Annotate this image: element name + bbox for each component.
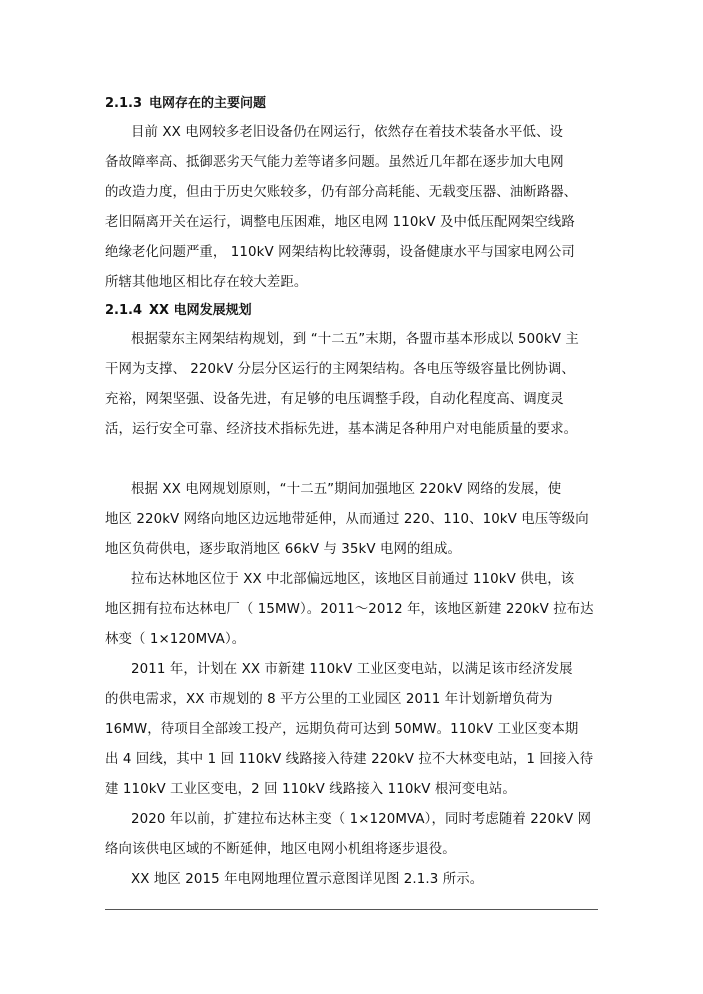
paragraph-line: 地区拥有拉布达林电厂（ 15MW）。2011～2012 年，该地区新建 220kV 拉布达 [105,602,594,617]
paragraph-line: 的改造力度，但由于历史欠账较多，仍有部分高耗能、无载变压器、油断路器、 [105,185,578,200]
paragraph-line: 林变（ 1×120MVA）。 [105,632,246,647]
section-title: XX 电网发展规划 [149,303,252,318]
section-number: 2.1.4 [105,303,143,318]
paragraph-line: 的供电需求，XX 市规划的 8 平方公里的工业园区 2011 年计划新增负荷为 [105,692,553,707]
paragraph-line: 充裕，网架坚强、设备先进，有足够的电压调整手段，自动化程度高、调度灵 [105,392,564,407]
paragraph-line: 干网为支撑、 220kV 分层分区运行的主网架结构。各电压等级容量比例协调、 [105,362,575,377]
section-heading-2-1-3 [105,95,266,113]
paragraph-line: 地区负荷供电，逐步取消地区 66kV 与 35kV 电网的组成。 [105,542,461,557]
paragraph-line: 根据蒙东主网架结构规划，到 “十二五”末期，各盟市基本形成以 500kV 主 [131,332,579,347]
paragraph-line: 地区 220kV 网络向地区边远地带延伸，从而通过 220、110、10kV 电压等级向 [105,512,589,527]
paragraph-line: 绝缘老化问题严重， 110kV 网架结构比较薄弱，设备健康水平与国家电网公司 [105,245,575,260]
paragraph-line: 所辖其他地区相比存在较大差距。 [105,275,308,290]
paragraph-line: 络向该供电区域的不断延伸，地区电网小机组将逐步退役。 [105,842,456,857]
paragraph-line: 2020 年以前，扩建拉布达林主变（ 1×120MVA），同时考虑随着 220kV 网 [131,812,592,827]
footer-divider [105,909,598,910]
paragraph-line: 出 4 回线，其中 1 回 110kV 线路接入待建 220kV 拉不大林变电站，1 回接入待 [105,752,594,767]
paragraph-line: 老旧隔离开关在运行，调整电压困难，地区电网 110kV 及中低压配网架空线路 [105,215,575,230]
section-title: 电网存在的主要问题 [149,96,267,111]
paragraph-line: 目前 XX 电网较多老旧设备仍在网运行，依然存在着技术装备水平低、设 [131,125,563,140]
paragraph-line: 根据 XX 电网规划原则，“十二五”期间加强地区 220kV 网络的发展，使 [131,482,562,497]
section-number: 2.1.3 [105,96,143,111]
paragraph-line: 活，运行安全可靠、经济技术指标先进，基本满足各种用户对电能质量的要求。 [105,422,578,437]
paragraph-line: 建 110kV 工业区变电，2 回 110kV 线路接入 110kV 根河变电站。 [105,782,516,797]
paragraph-line: 拉布达林地区位于 XX 中北部偏远地区，该地区目前通过 110kV 供电，该 [131,572,575,587]
paragraph-line: 2011 年，计划在 XX 市新建 110kV 工业区变电站，以满足该市经济发展 [131,662,573,677]
section-heading-2-1-4 [105,302,252,320]
paragraph-line: 16MW，待项目全部竣工投产，远期负荷可达到 50MW。110kV 工业区变本期 [105,722,579,737]
paragraph-line: 备故障率高、抵御恶劣天气能力差等诸多问题。虽然近几年都在逐步加大电网 [105,155,564,170]
paragraph-line: XX 地区 2015 年电网地理位置示意图详见图 2.1.3 所示。 [131,872,484,887]
